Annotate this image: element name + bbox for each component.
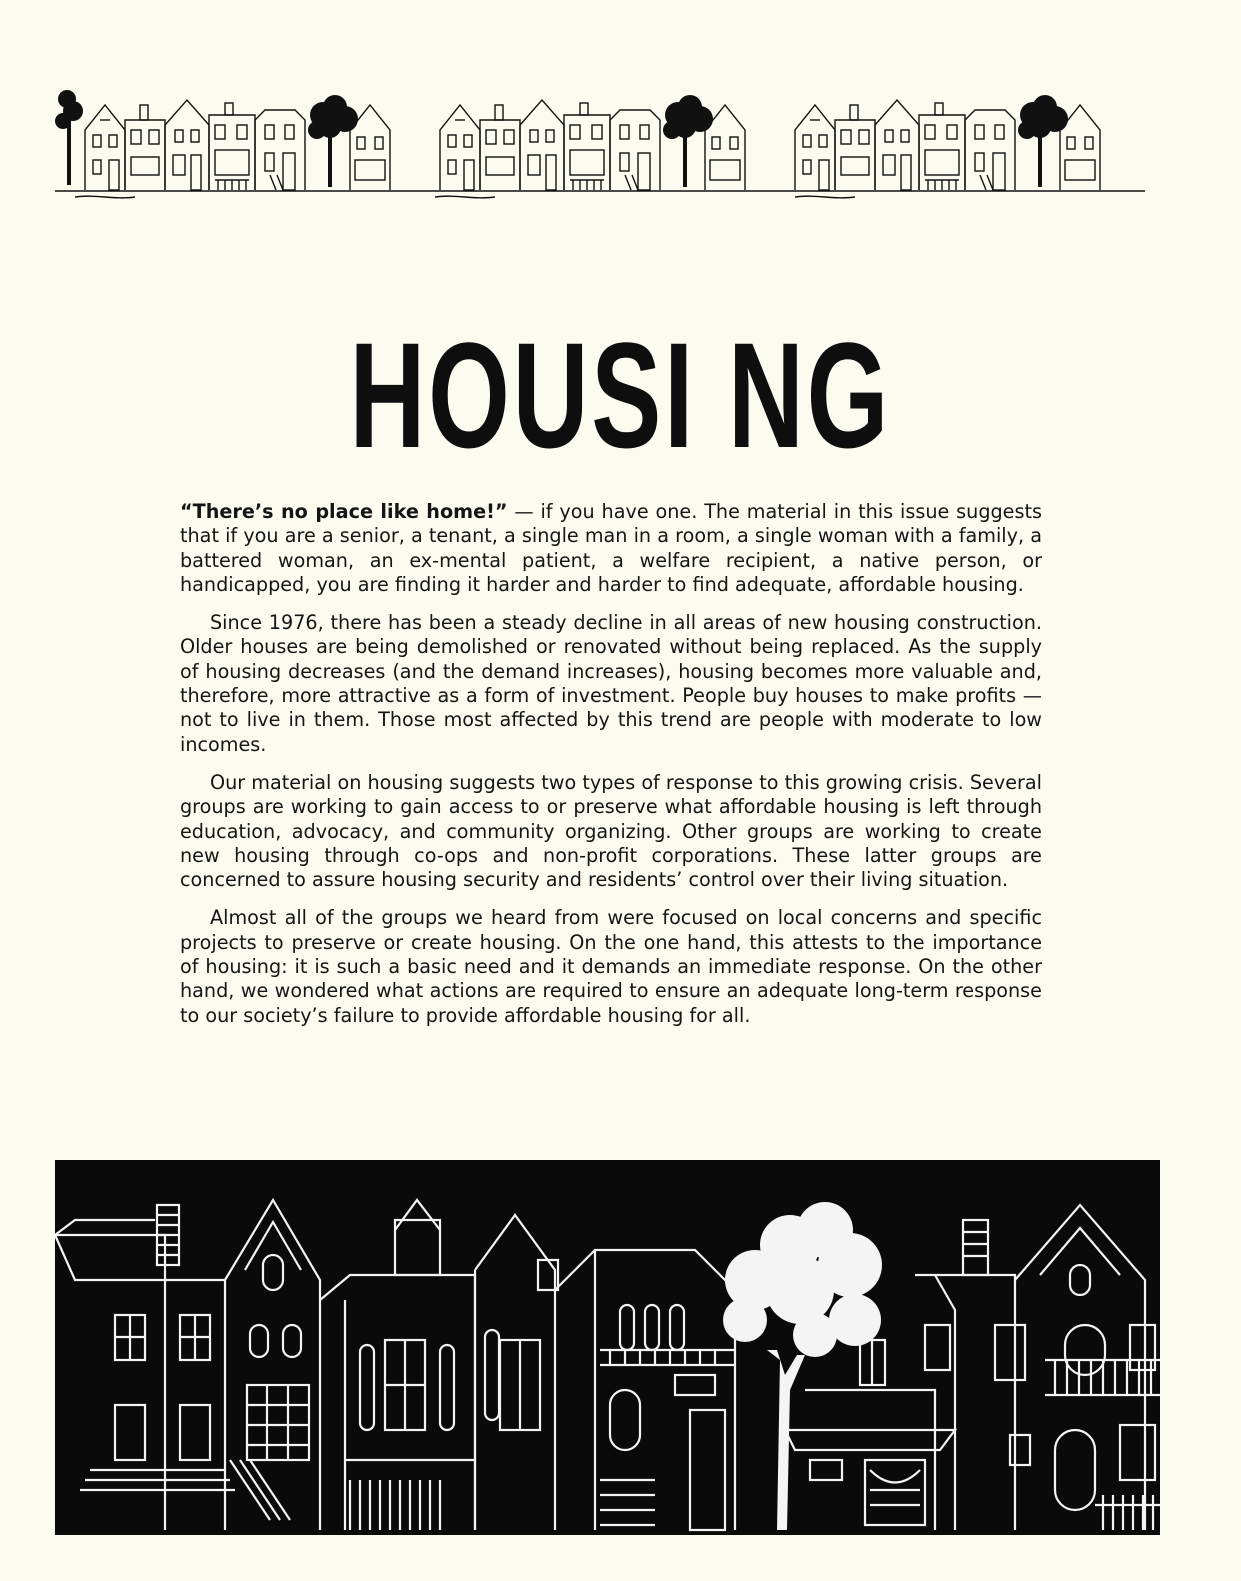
paragraph-1-lead: “There’s no place like home!” [180,500,508,523]
paragraph-4: Almost all of the groups we heard from were focused on local concerns and specific projects to preserve or create housing. On the one hand, this attests to the importance of housing: it is such a basic need and it demands an immediate response. On the other hand, we wondered what actions are required to ensure an adequate long-term response to our society’s failure to provide affordable housing for all. [180,906,1042,1027]
paragraph-3: Our material on housing suggests two types of response to this growing crisis. Several groups are working to gain access to or preserve what affordable housing is left through education, advocacy, and community organizing. Other groups are working to create new housing through co-ops and non-profit corporations. These latter groups are concerned to assure housing security and residents’ control over their living situation. [180,770,1042,892]
article-body [180,500,1042,1042]
paragraph-1 [180,500,1042,597]
townhouse-row-illustration-top [55,85,1145,200]
page-title: HOUSI NG [349,311,892,479]
paragraph-1-text: — if you have one. The material in this issue suggests that if you are a senior, a tenant, a single man in a room, a single woman with a family, a battered woman, an ex-mental patient, a welfare recipient, a native person, or handicapped, you are finding it harder and harder to find adequate, affordable housing. [180,500,1043,596]
townhouse-row-illustration-bottom [55,1160,1160,1535]
paragraph-2: Since 1976, there has been a steady decline in all areas of new housing construction. Older houses are being demolished or renovated without being replaced. As the supply of housing decreases (and the demand increases), housing becomes more valuable and, therefore, more attractive as a form of investment. People buy houses to make profits — not to live in them. Those most affected by this trend are people with moderate to low incomes. [180,611,1042,756]
